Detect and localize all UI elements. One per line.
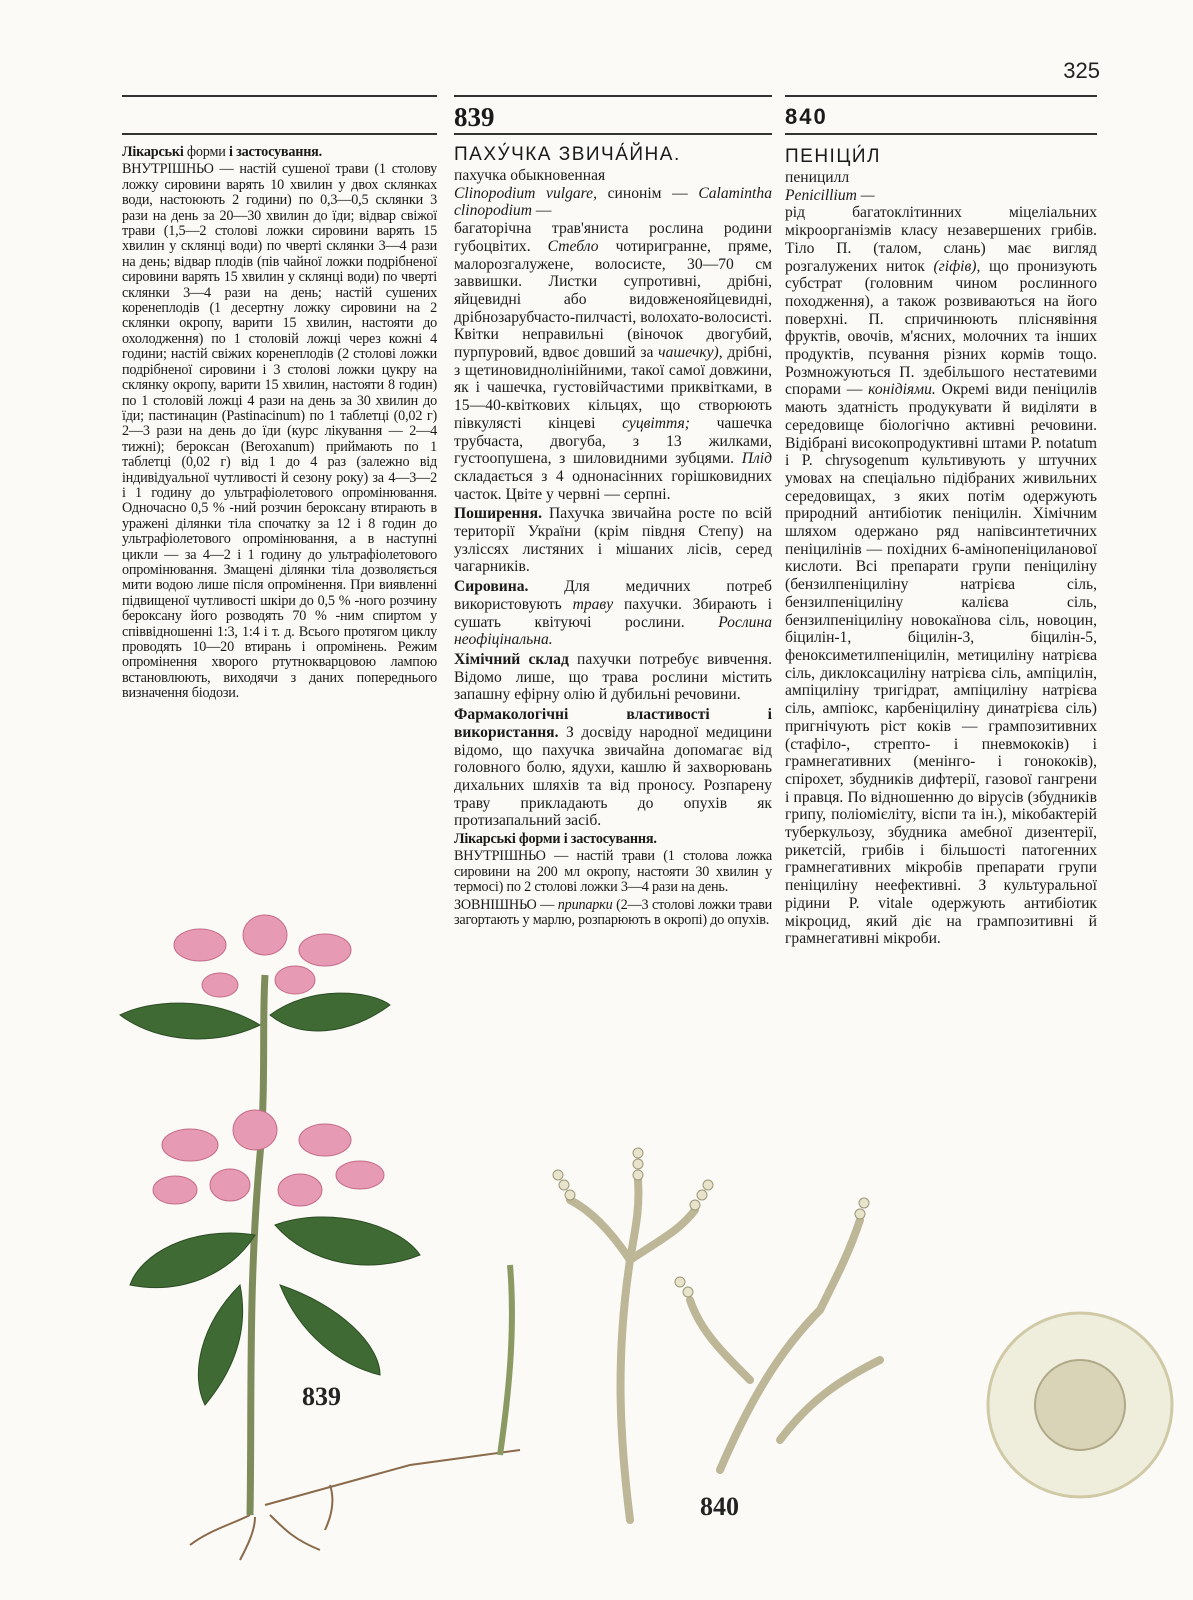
heading-tail: і застосування.	[229, 145, 323, 160]
entry-839	[454, 103, 772, 930]
entry-number: 840	[785, 104, 828, 129]
plant-illustration	[80, 905, 550, 1565]
raw-text-c: Рослина неофіцінальна.	[454, 613, 772, 649]
figure-label-840: 840	[700, 1492, 739, 1521]
desc-e: складається з 4 однонасінних горішковидних часток. Цвіте у червні — серпні.	[454, 467, 772, 503]
left-text: ВНУТРІШНЬО — настій сушеної трави (1 столову ложку сировини варять 10 хвилин у двох склянках води, настоюють 2 години) по 0,3—0,5 склянки 3 рази на день за 20—30 хвилин до їди; відвар свіжої трави (1,5—2 столові ложки сировини варять 15 хвилин у склянці води) по чверті склянки 3—4 рази на день; відвар плодів (пів чайної ложки подрібненої сировини варять 15 хвилин у склянці води) по чверті склянки 3—4 рази на день; настій сушених коренеплодів (1 десертну ложку сировини на 2 склянки окропу, варити 15 хвилин, настояти до охолодження) по 1 столовій ложці через кожні 4 години; настій свіжих коренеплодів (2 столові ложки подрібненої сировини і 3 столові ложки цукру на склянку окропу, варити 15 хвилин, настояти 8 годин) по 1 столовій ложці 4 рази на день за 30 хвилин до їди; пастинацин (Pastinacinum) по 1 таблетці (0,02 г) 2—3 рази на день до їди (курс лікування — 2—4 тижні); бероксан (Beroxanum) приймають по 1 таблетці (0,02 г) від 1 до 4 раз (залежно від індивідуальної чутливості й сезону року) за 4—3—2 і 1 годину до ультрафіолетового опромінювання. Одночасно 0,5 % -ний розчин бероксану втирають в уражені ділянки тіла спочатку за 12 і 8 годин до ультрафіолетового опромінювання, а в наступні цикли — за 4—2 і 1 годину до ультрафіолетового опромінювання. Змащені ділянки тіла дозволяється мити водою лише після опромінення. При виявленні підвищеної чутливості шкіри до 0,5 % -ного розчину бероксану його розводять 70 % -ним спиртом у співвідношенні 1:3, 1:4 і т. д. Всього протягом циклу проводять 10—20 втирань і опромінень. Режим опромінення хворого ртутнокварцовою лампою встановлюють, виходячи з даних попереднього визначення біодози.	[122, 161, 437, 702]
heading-bold: Лікарські	[122, 145, 184, 160]
plant-roots	[190, 1450, 520, 1560]
rule-left	[122, 95, 437, 97]
latin-names	[454, 185, 772, 220]
page-number: 325	[1063, 58, 1100, 83]
pharm-label: Фармакологічні властивості і використання.	[454, 706, 772, 741]
rule-right-top	[785, 95, 1097, 97]
forms-outer-term: припарки	[557, 896, 613, 913]
forms-inner: ВНУТРІШНЬО — настій трави (1 столова ложка сировини на 200 мл окропу, настояти 30 хвилин у термосі) по 2 столові ложки 3—4 рази на день.	[454, 848, 772, 896]
plant-flowers	[153, 915, 384, 1206]
entry-title: ПЕНІЦИ́Л	[785, 146, 882, 167]
rule-mid-top	[454, 95, 772, 97]
desc-b: що пронизують субстрат (головним чином рослинного походження), а також розвиваються на його поверхні. П. спричинюють пліснявіння фруктів, овочів, м'ясних, молочних та інших продуктів, псування різних кормів тощо. Розмножуються П. здебільшого нестатевими спорами —	[785, 257, 1097, 399]
figure-label-839: 839	[302, 1382, 341, 1411]
spread	[454, 505, 772, 576]
plant-stem	[250, 975, 265, 1515]
left-column	[122, 145, 437, 704]
forms-outer-a: ЗОВНІШНЬО —	[454, 896, 558, 913]
dash: —	[531, 202, 552, 220]
entry-title: ПАХУ́ЧКА ЗВИЧА́ЙНА.	[454, 144, 681, 165]
desc-c: Окремі види пеніцилів мають здатність продукувати й виділяти в середовище біологічно активні речовини. Відібрані високопродуктивні штами P. notatum і P. chrysogenum культивують у штучних умовах на спеціально підібраних живильних середовищах, з яких потім одержують природний антибіотик пеніцилін. Хімічним шляхом одержано ряд напівсинтетичних пеніцилінів — похідних 6-амінопеніциланової кислоти. Всі препарати групи пеніциліну (бензилпеніциліну натрієва сіль, бензилпеніциліну калієва сіль, бензилпеніциліну новокаїнова сіль, новоцин, біцилін-1, біцилін-3, біцилін-5, феноксиметилпеніцилін, метициліну натрієва сіль, диклоксациліну натрієва сіль, ампіцилін, ампіциліну тригідрат, ампіциліну натрієва сіль, ампіокс, карбеніциліну динатрієва сіль) пригнічують ріст коків — грампозитивних (стафіло-, стрепто- і пневмококів) і грамнегативних (менінго- і гонококів), спірохет, збудників дифтерії, газової гангрени і правця. По відношенню до вірусів (збудників грипу, поліомієліту, віспи та ін.), мікобактерій туберкульозу, збудника амебної дизентерії, рикетсій, грибів і більшості патогенних грамнегативних мікробів препарати групи пеніциліну неефективні. З культуральної рідини P. vitale одержують антибіотик мікроцид, який діє на грампозитивні й грамнегативні мікроби.	[785, 381, 1097, 948]
raw	[454, 578, 772, 649]
desc-term-stem: Стебло	[547, 237, 599, 255]
description	[454, 220, 772, 503]
desc-term-conidia: конідіями.	[868, 381, 936, 399]
rule-left-bottom	[122, 133, 437, 135]
desc-term-calyx: чашечку),	[658, 344, 723, 362]
pharm-text: З досвіду народної медицини відомо, що пахучка звичайна допомагає від головного болю, ядухи, кашлю й захворювань дихальних шляхів та від проносу. Розпарену траву прикладають до опухів як протизапальний засіб.	[454, 723, 772, 830]
left-heading	[122, 145, 437, 160]
desc-d: чашечка трубчаста, двогуба, з 13 жилками, густоопушена, з шиловидними зубцями.	[454, 414, 772, 468]
latin-name: Clinopodium vulgare,	[454, 184, 597, 202]
synonym: Calamintha clinopodium	[454, 184, 772, 220]
forms-label: Лікарські форми і застосування.	[454, 831, 657, 848]
spread-text: Пахучка звичайна росте по всій території України (крім півдня Степу) на узліссях листяних і мішаних лісів, серед чагарників.	[454, 505, 772, 576]
raw-label: Сировина.	[454, 578, 529, 596]
raw-term: траву	[572, 595, 614, 613]
raw-text-b: пахучки. Збирають і сушать квітуючі рослини.	[454, 595, 772, 631]
entry-840	[785, 103, 1097, 950]
desc-b: чотиригранне, пряме, малорозгалужене, волосисте, 30—70 см заввишки. Листки супротивні, дрібні, яйцевидні або видовженояйцевидні, дрібнозарубчасто-пилчасті, волохато-волосисті. Квітки неправильні (віночок двогубий, пурпуровий, вдвоє довший за	[454, 237, 772, 362]
chem-label: Хімічний склад	[454, 650, 569, 668]
chem-text: пахучки потребує вивчення. Відомо лише, що трава рослини містить запашну ефірну олію й дубильні речовини.	[454, 650, 772, 704]
raw-text-a: Для медичних потреб використовують	[454, 578, 772, 613]
latin-name: Penicillium —	[785, 186, 875, 204]
plant-side-shoot	[500, 1265, 512, 1455]
russian-name: пеницилл	[785, 169, 850, 186]
fungus-hyphae	[570, 1180, 880, 1520]
spread-label: Поширення.	[454, 505, 542, 523]
desc-a: рід багатоклітинних міцеліальних мікроорганізмів класу незавершених грибів. Тіло П. (талом, слань) має вигляд розгалужених ниток	[785, 204, 1097, 275]
pharm	[454, 706, 772, 830]
heading-rest: форми	[183, 145, 230, 160]
fungus-illustration	[520, 1140, 1180, 1560]
description	[785, 204, 1097, 948]
synonym-label: синонім —	[597, 184, 699, 202]
russian-name: пахучка обыкновенная	[454, 167, 606, 184]
culture-colony	[1035, 1360, 1125, 1450]
desc-term-fruit: Плід	[741, 450, 772, 468]
entry-number: 839	[454, 103, 495, 132]
desc-term-inflorescence: суцвіття;	[622, 414, 690, 432]
forms-outer-b: (2—3 столові ложки трави загортають у марлю, розпарюють в окропі) до опухів.	[454, 896, 772, 929]
chem	[454, 651, 772, 704]
desc-term-hyphae: (гіфів),	[933, 257, 981, 275]
desc-a: багаторічна трав'яниста рослина родини губоцвітих.	[454, 220, 772, 255]
desc-c: дрібні, з щетиновиднолінійними, такої самої довжини, як і чашечка, густовійчастими приквітками, в 15—40-квіткових кільцях, що створюють півкулясті кінцеві	[454, 344, 772, 432]
